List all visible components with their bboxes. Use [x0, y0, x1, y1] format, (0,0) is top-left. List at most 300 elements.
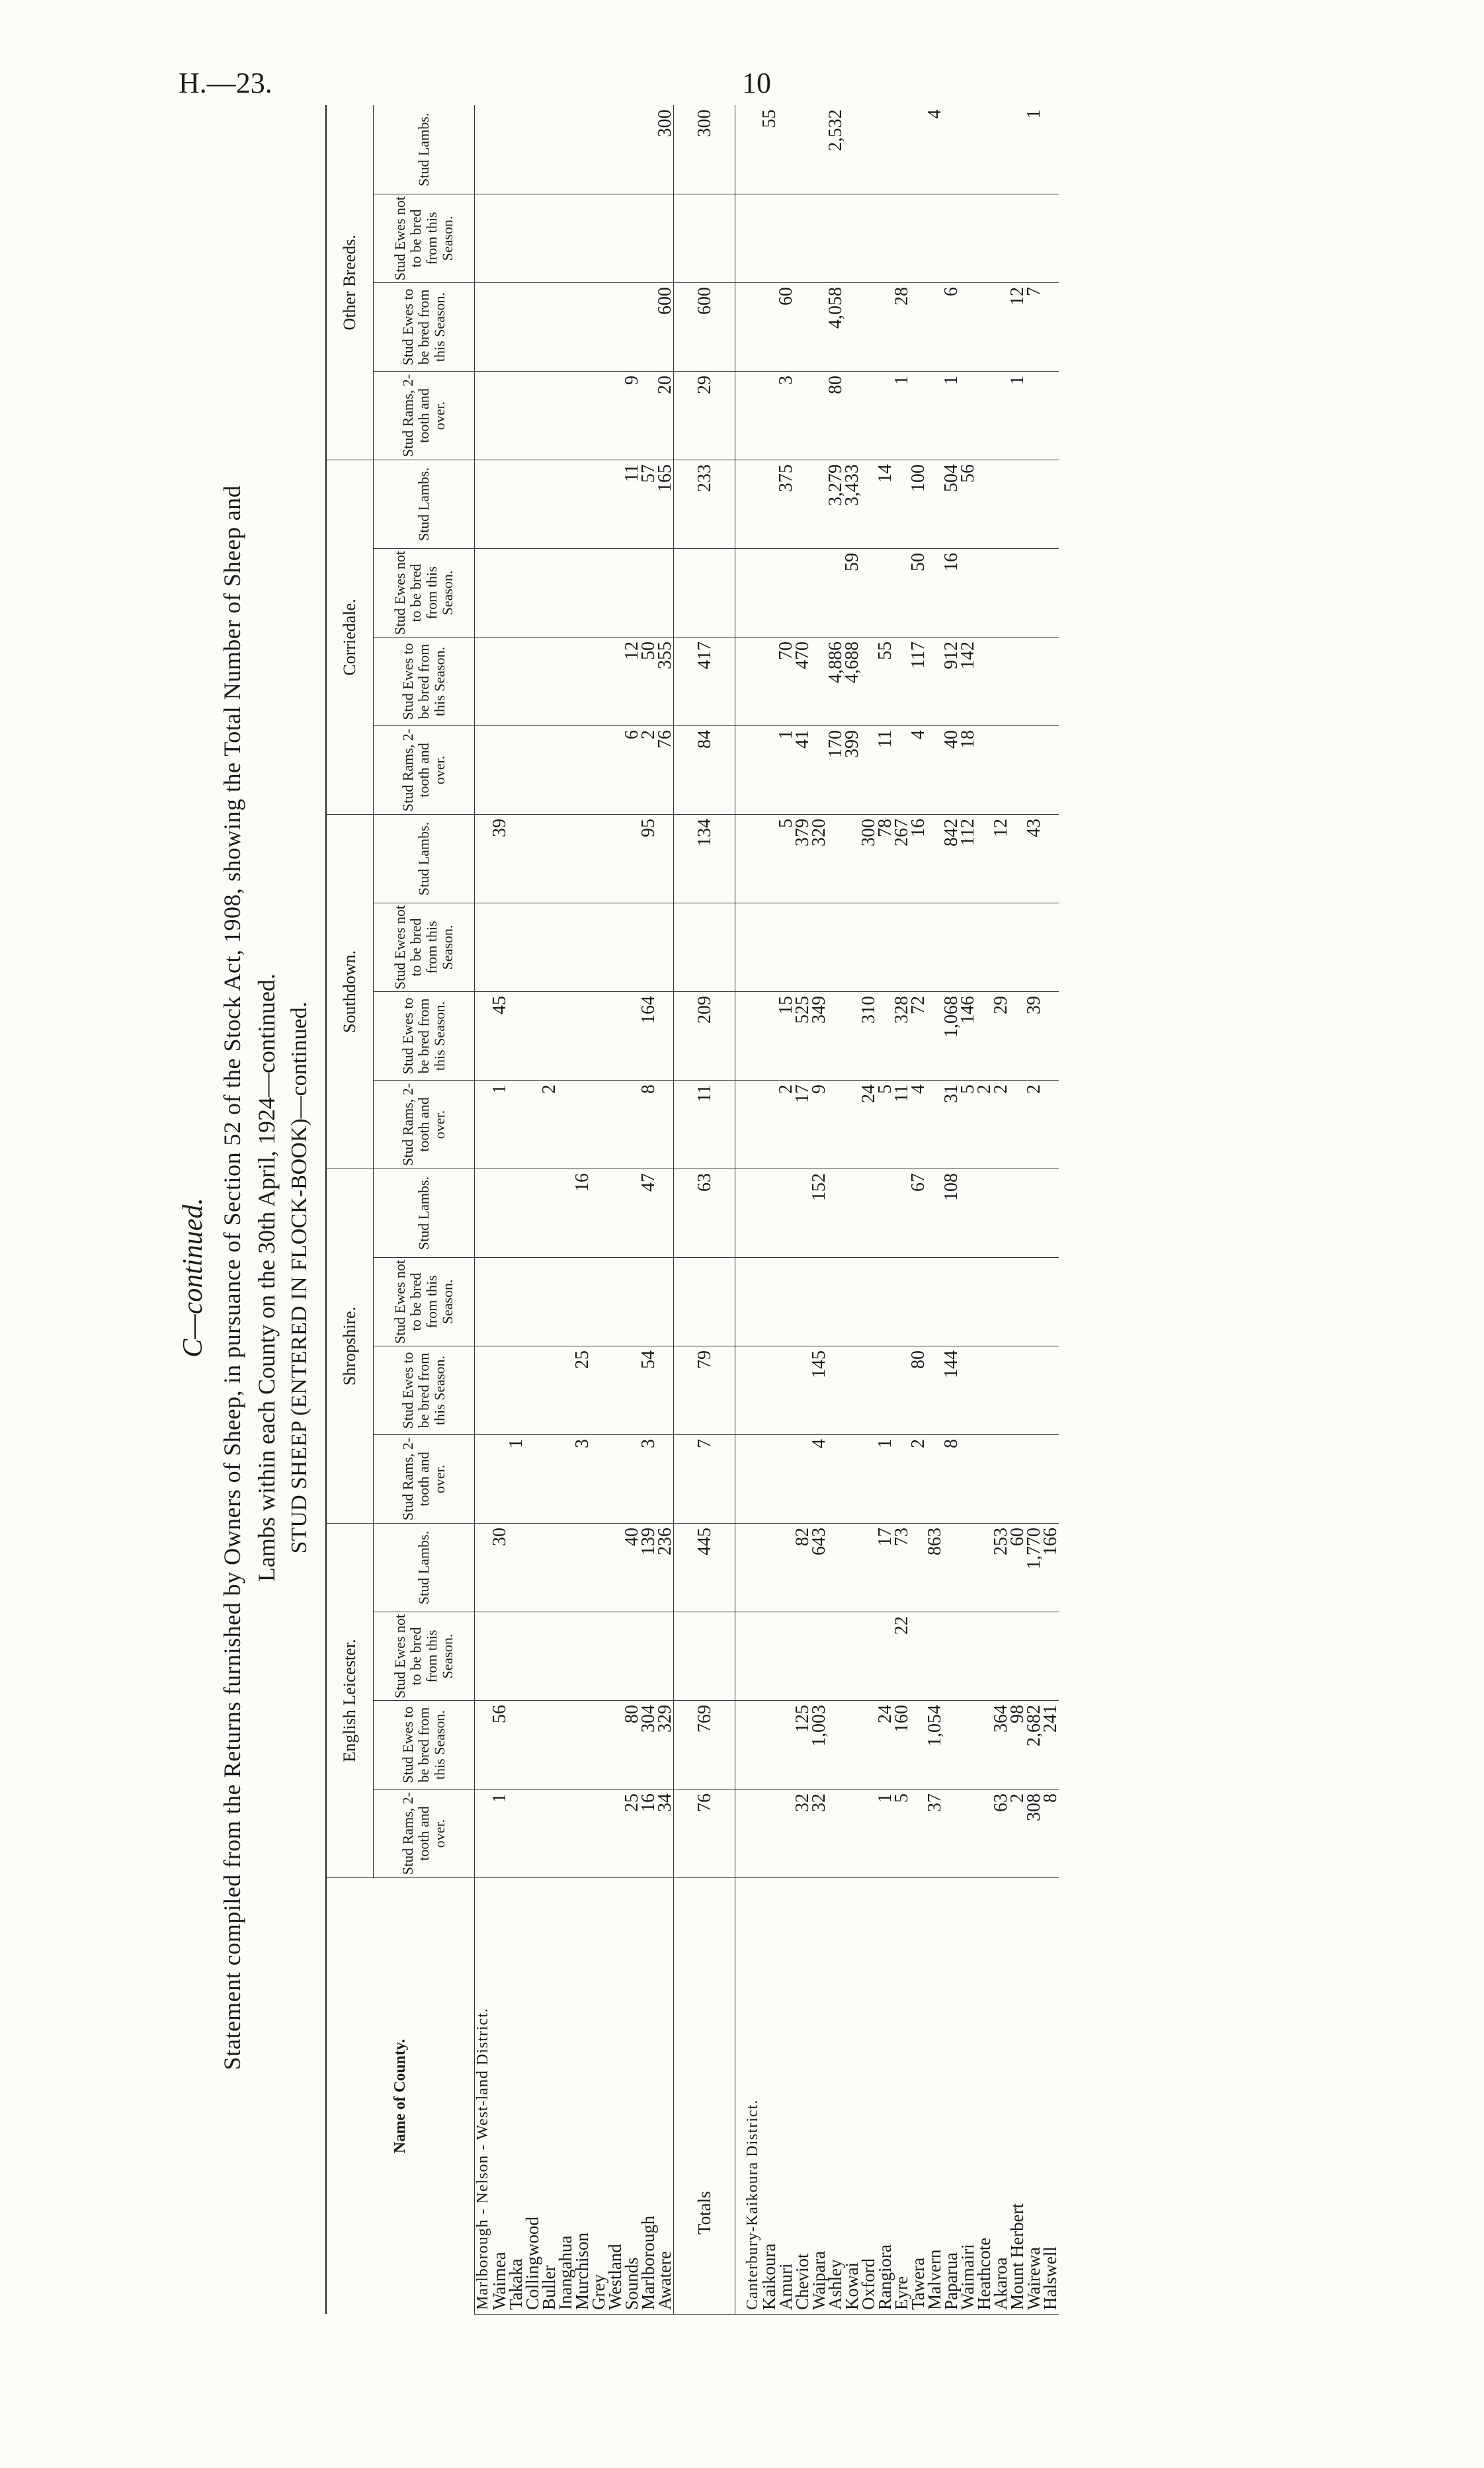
value-cell: 3,433 [844, 460, 860, 549]
value-cell [640, 194, 657, 283]
value-cell: 1 [491, 1081, 508, 1169]
empty-cell [475, 638, 492, 726]
county-name: Kaikoura [761, 1878, 778, 2315]
value-cell: 50 [640, 638, 657, 726]
value-cell [541, 372, 557, 460]
value-cell: 39 [491, 815, 508, 903]
value-cell [657, 194, 674, 283]
value-cell [960, 283, 976, 372]
value-cell [607, 815, 624, 903]
value-cell [607, 1258, 624, 1346]
empty-cell [745, 1258, 761, 1346]
county-name: Akaroa [993, 1878, 1009, 2315]
value-cell [591, 372, 607, 460]
value-cell [778, 1169, 794, 1258]
value-cell: 2 [1009, 1789, 1026, 1878]
value-cell [778, 1612, 794, 1701]
value-cell [574, 372, 591, 460]
value-cell: 1 [491, 1789, 508, 1878]
value-cell: 108 [943, 1169, 960, 1258]
county-name: Waimairi [960, 1878, 976, 2315]
value-cell [761, 549, 778, 638]
value-cell [1026, 549, 1042, 638]
value-cell [541, 1789, 557, 1878]
county-name: Waimea [491, 1878, 508, 2315]
empty-cell [475, 283, 492, 372]
value-cell: 16 [574, 1169, 591, 1258]
value-cell: 37 [927, 1789, 943, 1878]
value-cell: 32 [794, 1789, 811, 1878]
value-cell [491, 372, 508, 460]
value-cell: 308 [1026, 1789, 1042, 1878]
value-cell [827, 1524, 844, 1612]
value-cell [877, 903, 893, 992]
empty-cell [735, 283, 745, 372]
value-cell [976, 1258, 993, 1346]
empty-cell [735, 903, 745, 992]
value-cell [1026, 726, 1042, 815]
value-cell [960, 1169, 976, 1258]
value-cell [491, 1612, 508, 1701]
value-cell [657, 1081, 674, 1169]
table-row [993, 106, 1009, 2315]
value-cell [860, 903, 877, 992]
table-row [943, 106, 960, 2315]
value-cell [574, 1524, 591, 1612]
empty-cell [745, 992, 761, 1081]
value-cell [557, 283, 574, 372]
value-cell [794, 194, 811, 283]
value-cell [541, 1258, 557, 1346]
value-cell [1009, 106, 1026, 194]
value-cell: 12 [993, 815, 1009, 903]
value-cell: 56 [960, 460, 976, 549]
value-cell [1042, 903, 1059, 992]
value-cell [844, 903, 860, 992]
empty-cell [735, 992, 745, 1081]
value-cell [877, 1169, 893, 1258]
value-cell: 80 [827, 372, 844, 460]
rotated-page-content [0, 87, 1484, 2468]
value-cell [674, 903, 735, 992]
county-name: Kowai [844, 1878, 860, 2315]
value-cell [976, 1169, 993, 1258]
value-cell: 166 [1042, 1524, 1059, 1612]
value-cell [993, 903, 1009, 992]
subheader-cell: Stud Ewes to be bred from this Season. [374, 992, 475, 1081]
value-cell [778, 903, 794, 992]
value-cell [574, 549, 591, 638]
value-cell [557, 106, 574, 194]
value-cell: 300 [860, 815, 877, 903]
value-cell: 209 [674, 992, 735, 1081]
value-cell [524, 1612, 541, 1701]
value-cell: 300 [657, 106, 674, 194]
subheader-cell: Stud Ewes not to be bred from this Season. [374, 1612, 475, 1701]
value-cell: 2 [778, 1081, 794, 1169]
value-cell: 165 [657, 460, 674, 549]
value-cell: 160 [893, 1701, 910, 1789]
value-cell [960, 194, 976, 283]
subheader-cell: Stud Lambs. [374, 1524, 475, 1612]
value-cell: 80 [624, 1701, 640, 1789]
value-cell: 355 [657, 638, 674, 726]
value-cell: 82 [794, 1524, 811, 1612]
value-cell [1042, 1612, 1059, 1701]
value-cell [591, 1435, 607, 1524]
value-cell: 8 [640, 1081, 657, 1169]
value-cell: 320 [811, 815, 827, 903]
value-cell [844, 1524, 860, 1612]
value-cell: 1,068 [943, 992, 960, 1081]
value-cell [893, 194, 910, 283]
value-cell [910, 903, 927, 992]
value-cell: 1,770 [1026, 1524, 1042, 1612]
value-cell: 17 [794, 1081, 811, 1169]
district-name: Marlborough - Nelson - West-land District. [475, 1878, 492, 2315]
value-cell [591, 992, 607, 1081]
value-cell: 57 [640, 460, 657, 549]
value-cell [976, 460, 993, 549]
value-cell [943, 194, 960, 283]
value-cell: 2,532 [827, 106, 844, 194]
empty-cell [745, 638, 761, 726]
value-cell: 76 [657, 726, 674, 815]
value-cell [607, 903, 624, 992]
value-cell: 375 [778, 460, 794, 549]
value-cell [893, 1258, 910, 1346]
value-cell [574, 815, 591, 903]
value-cell [607, 194, 624, 283]
value-cell [574, 1081, 591, 1169]
value-cell [927, 1258, 943, 1346]
value-cell [943, 106, 960, 194]
empty-cell [735, 1435, 745, 1524]
value-cell [827, 194, 844, 283]
county-name: Oxford [860, 1878, 877, 2315]
value-cell [541, 638, 557, 726]
empty-cell [745, 903, 761, 992]
empty-cell [745, 726, 761, 815]
value-cell [827, 1169, 844, 1258]
value-cell [524, 992, 541, 1081]
value-cell [761, 194, 778, 283]
empty-cell [475, 1346, 492, 1435]
value-cell [877, 549, 893, 638]
value-cell: 32 [811, 1789, 827, 1878]
value-cell [960, 106, 976, 194]
value-cell [574, 1612, 591, 1701]
value-cell [960, 1701, 976, 1789]
value-cell [557, 992, 574, 1081]
value-cell [860, 1612, 877, 1701]
value-cell: 1 [893, 372, 910, 460]
value-cell [1042, 460, 1059, 549]
empty-cell [745, 1524, 761, 1612]
value-cell [574, 903, 591, 992]
value-cell [960, 1789, 976, 1878]
value-cell [541, 1524, 557, 1612]
value-cell [491, 549, 508, 638]
value-cell [524, 1169, 541, 1258]
value-cell [607, 549, 624, 638]
value-cell [508, 372, 524, 460]
table-row [1042, 106, 1059, 2315]
value-cell [508, 815, 524, 903]
value-cell: 349 [811, 992, 827, 1081]
value-cell: 470 [794, 638, 811, 726]
value-cell [811, 549, 827, 638]
table-row [508, 106, 524, 2315]
value-cell: 4 [811, 1435, 827, 1524]
value-cell [674, 1612, 735, 1701]
value-cell [960, 1612, 976, 1701]
district-heading-row [745, 106, 761, 2315]
empty-cell [735, 194, 745, 283]
empty-cell [475, 1435, 492, 1524]
value-cell [943, 1524, 960, 1612]
value-cell [761, 1169, 778, 1258]
value-cell [877, 1346, 893, 1435]
subheader-cell: Stud Ewes to be bred from this Season. [374, 1701, 475, 1789]
value-cell [524, 903, 541, 992]
value-cell [508, 1081, 524, 1169]
value-cell: 47 [640, 1169, 657, 1258]
value-cell: 144 [943, 1346, 960, 1435]
value-cell: 241 [1042, 1701, 1059, 1789]
value-cell [557, 1612, 574, 1701]
value-cell [524, 1701, 541, 1789]
value-cell [657, 1169, 674, 1258]
value-cell [827, 1346, 844, 1435]
value-cell [761, 1612, 778, 1701]
value-cell: 236 [657, 1524, 674, 1612]
empty-cell [745, 1435, 761, 1524]
value-cell [591, 903, 607, 992]
subheader-cell: Stud Rams, 2-tooth and over. [374, 1789, 475, 1878]
value-cell [624, 549, 640, 638]
empty-cell [735, 549, 745, 638]
value-cell [1026, 638, 1042, 726]
value-cell [943, 1612, 960, 1701]
value-cell [524, 460, 541, 549]
breed-header-southdown: Southdown. [326, 815, 374, 1169]
empty-cell [475, 726, 492, 815]
value-cell [1026, 1346, 1042, 1435]
value-cell [508, 1524, 524, 1612]
value-cell: 304 [640, 1701, 657, 1789]
value-cell: 253 [993, 1524, 1009, 1612]
value-cell [524, 815, 541, 903]
value-cell [1042, 106, 1059, 194]
value-cell [794, 549, 811, 638]
value-cell [860, 1258, 877, 1346]
value-cell: 95 [640, 815, 657, 903]
value-cell [976, 106, 993, 194]
value-cell [657, 1612, 674, 1701]
value-cell [574, 283, 591, 372]
value-cell: 16 [640, 1789, 657, 1878]
value-cell [811, 1612, 827, 1701]
county-name: Cheviot [794, 1878, 811, 2315]
subheader-cell: Stud Lambs. [374, 460, 475, 549]
value-cell [574, 106, 591, 194]
value-cell [674, 194, 735, 283]
value-cell [1042, 1081, 1059, 1169]
subheader-cell: Stud Rams, 2-tooth and over. [374, 1435, 475, 1524]
value-cell [761, 1435, 778, 1524]
value-cell [1042, 726, 1059, 815]
empty-cell [745, 1701, 761, 1789]
value-cell: 4 [927, 106, 943, 194]
value-cell: 29 [993, 992, 1009, 1081]
value-cell [591, 549, 607, 638]
value-cell: 4 [910, 726, 927, 815]
value-cell [943, 903, 960, 992]
value-cell [761, 1258, 778, 1346]
value-cell [541, 815, 557, 903]
value-cell [491, 1169, 508, 1258]
value-cell: 267 [893, 815, 910, 903]
statement-title-line-2: Lambs within each County on the 30th April, 1924—continued. [253, 973, 280, 1582]
value-cell: 2 [1026, 1081, 1042, 1169]
empty-cell [745, 815, 761, 903]
table-row [657, 106, 674, 2315]
table-row [877, 106, 893, 2315]
value-cell [557, 1081, 574, 1169]
value-cell: 84 [674, 726, 735, 815]
value-cell [674, 549, 735, 638]
value-cell [557, 726, 574, 815]
value-cell: 525 [794, 992, 811, 1081]
value-cell: 11 [624, 460, 640, 549]
value-cell [508, 1346, 524, 1435]
value-cell [844, 1435, 860, 1524]
value-cell [1026, 1169, 1042, 1258]
subheader-cell: Stud Rams, 2-tooth and over. [374, 372, 475, 460]
subheader-cell: Stud Ewes to be bred from this Season. [374, 1346, 475, 1435]
value-cell [508, 106, 524, 194]
county-name: Grey [591, 1878, 607, 2315]
value-cell: 30 [491, 1524, 508, 1612]
value-cell: 643 [811, 1524, 827, 1612]
value-cell: 5 [960, 1081, 976, 1169]
county-name: Waipara [811, 1878, 827, 2315]
value-cell: 16 [943, 549, 960, 638]
value-cell [607, 106, 624, 194]
value-cell: 145 [811, 1346, 827, 1435]
value-cell: 310 [860, 992, 877, 1081]
value-cell [860, 372, 877, 460]
value-cell [960, 1346, 976, 1435]
value-cell [844, 283, 860, 372]
value-cell: 863 [927, 1524, 943, 1612]
value-cell [1026, 1435, 1042, 1524]
empty-cell [735, 1081, 745, 1169]
value-cell [827, 1258, 844, 1346]
value-cell: 600 [674, 283, 735, 372]
value-cell: 56 [491, 1701, 508, 1789]
value-cell: 3,279 [827, 460, 844, 549]
value-cell [524, 283, 541, 372]
value-cell [591, 1258, 607, 1346]
value-cell: 43 [1026, 815, 1042, 903]
value-cell [794, 1258, 811, 1346]
value-cell: 152 [811, 1169, 827, 1258]
value-cell [640, 1258, 657, 1346]
value-cell [794, 372, 811, 460]
value-cell [657, 1435, 674, 1524]
value-cell [657, 1346, 674, 1435]
table-row [960, 106, 976, 2315]
value-cell [976, 638, 993, 726]
value-cell [927, 194, 943, 283]
value-cell [591, 815, 607, 903]
table-row [893, 106, 910, 2315]
value-cell [557, 194, 574, 283]
value-cell: 2 [993, 1081, 1009, 1169]
value-cell [910, 372, 927, 460]
value-cell [844, 1789, 860, 1878]
table-row [557, 106, 574, 2315]
value-cell: 41 [794, 726, 811, 815]
value-cell [508, 992, 524, 1081]
value-cell [607, 283, 624, 372]
value-cell: 22 [893, 1612, 910, 1701]
value-cell: 1 [877, 1435, 893, 1524]
county-name: Ashley [827, 1878, 844, 2315]
value-cell [557, 903, 574, 992]
value-cell: 1 [943, 372, 960, 460]
value-cell [976, 1346, 993, 1435]
value-cell [844, 106, 860, 194]
value-cell [524, 549, 541, 638]
value-cell [1042, 638, 1059, 726]
value-cell [811, 903, 827, 992]
empty-cell [475, 460, 492, 549]
empty-cell [735, 460, 745, 549]
subheader-cell: Stud Lambs. [374, 1169, 475, 1258]
table-row [860, 106, 877, 2315]
value-cell: 98 [1009, 1701, 1026, 1789]
value-cell: 72 [910, 992, 927, 1081]
value-cell: 4,688 [844, 638, 860, 726]
value-cell: 2 [910, 1435, 927, 1524]
value-cell [1042, 372, 1059, 460]
value-cell [508, 638, 524, 726]
value-cell: 24 [877, 1701, 893, 1789]
value-cell [624, 903, 640, 992]
value-cell [1042, 1435, 1059, 1524]
value-cell [524, 1524, 541, 1612]
subheader-cell: Stud Ewes to be bred from this Season. [374, 283, 475, 372]
value-cell [976, 726, 993, 815]
value-cell [1009, 1169, 1026, 1258]
value-cell [778, 106, 794, 194]
value-cell: 117 [910, 638, 927, 726]
county-name: Takaka [508, 1878, 524, 2315]
empty-cell [735, 1346, 745, 1435]
value-cell [860, 106, 877, 194]
value-cell [607, 1435, 624, 1524]
value-cell [491, 1346, 508, 1435]
table-row [794, 106, 811, 2315]
value-cell [910, 1258, 927, 1346]
county-column-header: Name of County. [326, 1878, 475, 2315]
value-cell [508, 1789, 524, 1878]
value-cell [960, 372, 976, 460]
value-cell [1042, 549, 1059, 638]
